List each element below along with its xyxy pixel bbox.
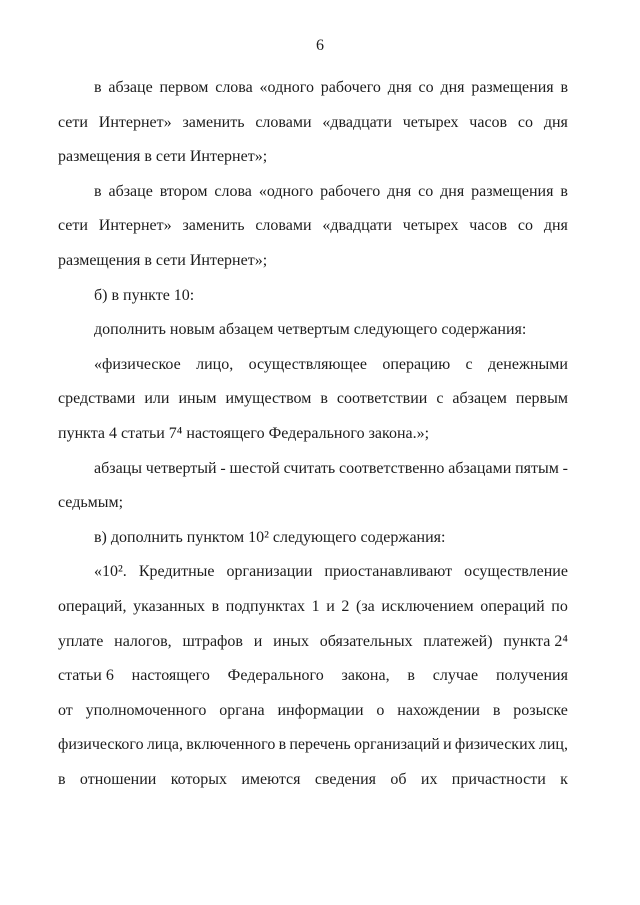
document-body [0, 78, 640, 804]
word: часов [469, 113, 508, 131]
word: уполномоченного [85, 701, 207, 719]
text-line [58, 389, 568, 424]
word: 1 [311, 597, 320, 615]
word: средствами [58, 390, 136, 408]
word: или [144, 390, 170, 408]
word: слова [215, 79, 253, 96]
page-number: 6 [316, 37, 324, 54]
word: розыске [513, 701, 568, 719]
word: пункта 2⁴ [503, 632, 568, 650]
word: обязательных [319, 632, 413, 650]
word: в [278, 736, 287, 754]
word: абзацы [94, 459, 142, 477]
word: первом [159, 79, 209, 96]
text-line: б) в пункте 10: [94, 286, 195, 304]
word: иным [178, 390, 217, 408]
word: организации [226, 563, 313, 581]
word: дня [543, 217, 568, 235]
word: «одного [258, 182, 314, 200]
text-line: размещения в сети Интернет»; [58, 251, 268, 269]
word: соответствии [336, 390, 428, 408]
word: иных [273, 632, 309, 650]
word: четвертый [145, 459, 217, 477]
word: (за [356, 597, 375, 615]
text-line [58, 701, 568, 736]
word: втором [159, 182, 208, 200]
word: абзаце [108, 182, 153, 200]
word: физических [454, 736, 536, 754]
text-line [58, 78, 568, 113]
word: имуществом [225, 390, 312, 408]
word: информации [277, 701, 364, 719]
word: в [211, 597, 220, 615]
text-line [58, 770, 568, 805]
word: статьи 6 [58, 667, 114, 685]
text-line [58, 113, 568, 148]
word: причастности [451, 770, 546, 788]
text-line [58, 182, 568, 217]
word: дня [440, 182, 465, 200]
word: сведения [314, 770, 377, 788]
word: об [390, 770, 407, 788]
word: рабочего [320, 79, 381, 96]
word: к [560, 770, 568, 788]
word: пятым [515, 459, 559, 477]
word: денежными [488, 355, 568, 373]
word: дня [387, 79, 412, 96]
word: абзацами [448, 459, 512, 477]
word: Федерального [227, 667, 324, 685]
word: с [436, 390, 444, 408]
word: осуществляющее [248, 355, 367, 373]
word: абзацем [452, 390, 507, 408]
word: приостанавливают [324, 563, 453, 581]
word: осуществление [464, 563, 568, 581]
word: «10². [94, 563, 127, 581]
word: лицо, [196, 355, 234, 373]
word: соответственно [339, 459, 445, 477]
word: от [58, 701, 73, 719]
word: считать [283, 459, 336, 477]
word: подпунктах [225, 597, 305, 615]
word: операций [480, 597, 545, 615]
word: «двадцати [322, 113, 392, 131]
text-line [58, 735, 568, 770]
word: Интернет» [98, 113, 172, 131]
text-line: седьмым; [58, 494, 124, 512]
word: о [376, 701, 385, 719]
word: указанных [133, 597, 205, 615]
word: размещения [471, 79, 554, 96]
text-line: пункта 4 статьи 7⁴ настоящего Федерального закона.»; [58, 424, 430, 442]
word: штрафов [182, 632, 243, 650]
word: 2 [341, 597, 350, 615]
text-line [58, 597, 568, 632]
word: получения [495, 667, 568, 685]
word: словами [255, 113, 312, 131]
word: в [560, 79, 568, 96]
word: отношении [79, 770, 157, 788]
word: со [418, 182, 434, 200]
word: «одного [259, 79, 314, 96]
word: физического [58, 736, 144, 754]
word: случае [432, 667, 479, 685]
text-line [58, 459, 568, 494]
word: платежей) [423, 632, 493, 650]
word: сети [58, 217, 88, 235]
word: организаций [353, 736, 440, 754]
word: в [94, 182, 102, 200]
word: и [253, 632, 263, 650]
word: в [320, 390, 328, 408]
word: которых [170, 770, 227, 788]
word: и [326, 597, 335, 615]
text-line [58, 632, 568, 667]
word: налогов, [114, 632, 172, 650]
word: в [58, 770, 66, 788]
word: слова [214, 182, 252, 200]
word: часов [469, 217, 508, 235]
word: с [465, 355, 473, 373]
text-line [58, 216, 568, 251]
word: абзаце [108, 79, 153, 96]
word: их [420, 770, 438, 788]
text-line: размещения в сети Интернет»; [58, 148, 268, 166]
word: заменить [182, 217, 245, 235]
word: в [492, 701, 501, 719]
word: операцию [382, 355, 451, 373]
word: уплате [58, 632, 104, 650]
word: включенного [186, 736, 276, 754]
word: перечень [289, 736, 351, 754]
word: со [517, 217, 534, 235]
word: в [407, 667, 415, 685]
word: заменить [182, 113, 245, 131]
word: рабочего [320, 182, 381, 200]
word: сети [58, 113, 88, 131]
word: первым [515, 390, 568, 408]
word: четырех [402, 113, 459, 131]
text-line [58, 562, 568, 597]
word: операций, [58, 597, 127, 615]
word: Интернет» [98, 217, 172, 235]
text-line: дополнить новым абзацем четвертым следующего содержания: [94, 321, 527, 339]
word: и [443, 736, 452, 754]
word: дня [543, 113, 568, 131]
word: в [94, 79, 102, 96]
word: «физическое [94, 355, 181, 373]
word: лиц, [538, 736, 568, 754]
word: словами [255, 217, 312, 235]
word: закона, [341, 667, 390, 685]
word: в [560, 182, 568, 200]
word: нахождении [397, 701, 480, 719]
word: - [220, 459, 226, 477]
word: дня [440, 79, 465, 96]
text-line [58, 666, 568, 701]
word: со [418, 79, 434, 96]
word: - [562, 459, 568, 477]
text-line: в) дополнить пунктом 10² следующего содержания: [94, 528, 446, 546]
word: размещения [471, 182, 554, 200]
word: лица, [146, 736, 184, 754]
word: «двадцати [322, 217, 392, 235]
word: дня [387, 182, 412, 200]
word: настоящего [131, 667, 210, 685]
word: органа [219, 701, 265, 719]
text-line [58, 355, 568, 390]
word: по [551, 597, 568, 615]
word: исключением [381, 597, 474, 615]
word: Кредитные [138, 563, 215, 581]
word: со [517, 113, 534, 131]
word: имеются [241, 770, 301, 788]
word: шестой [229, 459, 280, 477]
word: четырех [402, 217, 459, 235]
